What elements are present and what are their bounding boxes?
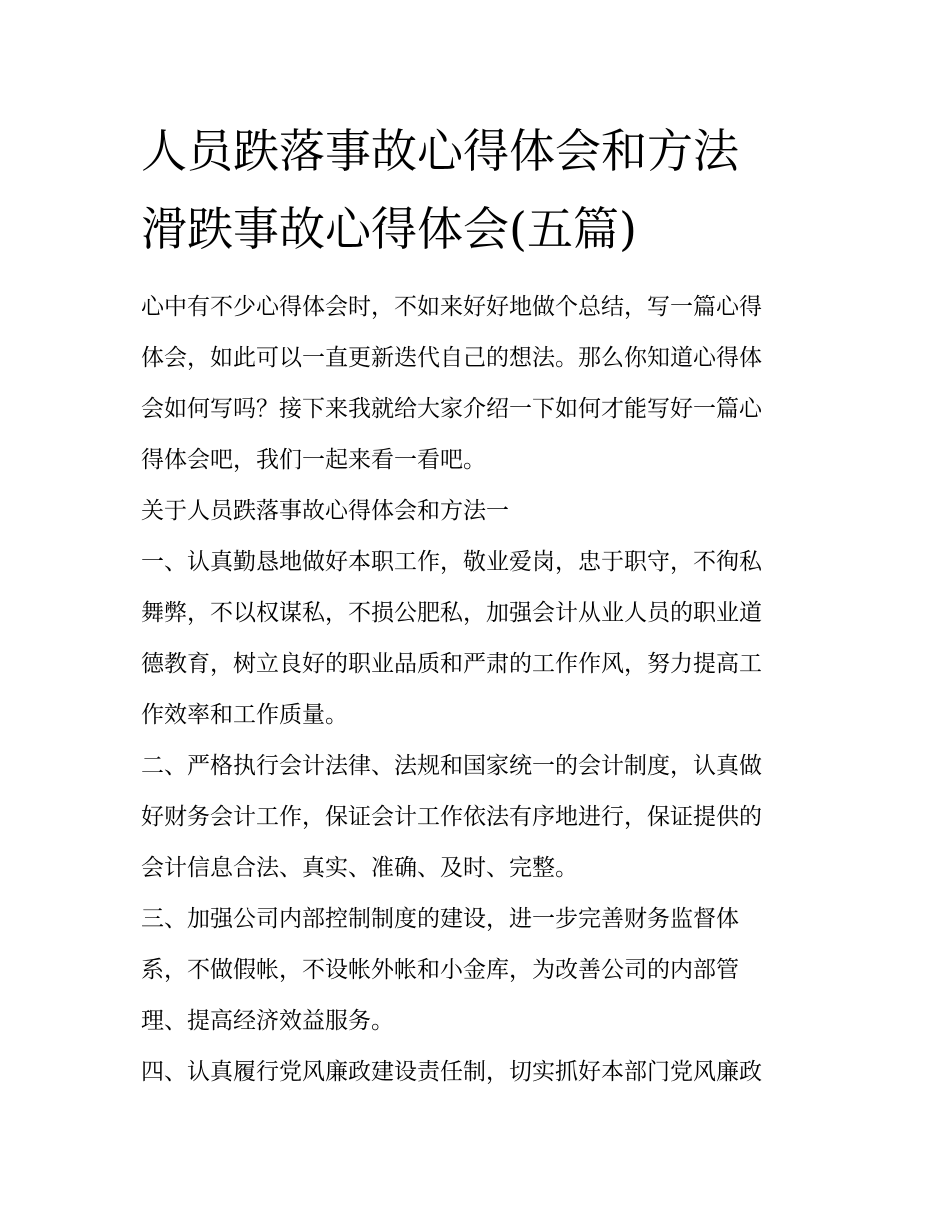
document-title <box>141 112 813 268</box>
item-paragraph-1 <box>141 537 813 741</box>
text-line: 作效率和工作质量。 <box>141 702 348 728</box>
text-line: 二、严格执行会计法律、法规和国家统一的会计制度，认真做 <box>141 753 762 779</box>
text-line: 得体会吧，我们一起来看一看吧。 <box>141 447 486 473</box>
item-paragraph-3 <box>141 894 813 1047</box>
section-heading <box>141 486 813 537</box>
document-body <box>141 282 813 1098</box>
intro-paragraph <box>141 282 813 486</box>
text-line: 系，不做假帐，不设帐外帐和小金库，为改善公司的内部管 <box>141 957 739 983</box>
text-line: 理、提高经济效益服务。 <box>141 1008 394 1034</box>
item-paragraph-2 <box>141 741 813 894</box>
text-line: 会计信息合法、真实、准确、及时、完整。 <box>141 855 578 881</box>
text-line: 会如何写吗？接下来我就给大家介绍一下如何才能写好一篇心 <box>141 396 762 422</box>
text-line: 一、认真勤恳地做好本职工作，敬业爱岗，忠于职守，不徇私 <box>141 549 762 575</box>
text-line: 四、认真履行党风廉政建设责任制，切实抓好本部门党风廉政 <box>141 1059 762 1085</box>
text-line: 体会，如此可以一直更新迭代自己的想法。那么你知道心得体 <box>141 345 762 371</box>
item-paragraph-4 <box>141 1047 813 1098</box>
document-content <box>141 112 813 1098</box>
text-line: 关于人员跌落事故心得体会和方法一 <box>141 498 509 524</box>
text-line: 好财务会计工作，保证会计工作依法有序地进行，保证提供的 <box>141 804 762 830</box>
text-line: 心中有不少心得体会时，不如来好好地做个总结，写一篇心得 <box>141 294 762 320</box>
text-line: 三、加强公司内部控制制度的建设，进一步完善财务监督体 <box>141 906 739 932</box>
title-line: 滑跌事故心得体会(五篇) <box>141 202 637 256</box>
text-line: 舞弊，不以权谋私，不损公肥私，加强会计从业人员的职业道 <box>141 600 762 626</box>
text-line: 德教育，树立良好的职业品质和严肃的工作作风，努力提高工 <box>141 651 762 677</box>
title-line: 人员跌落事故心得体会和方法 <box>141 124 739 178</box>
